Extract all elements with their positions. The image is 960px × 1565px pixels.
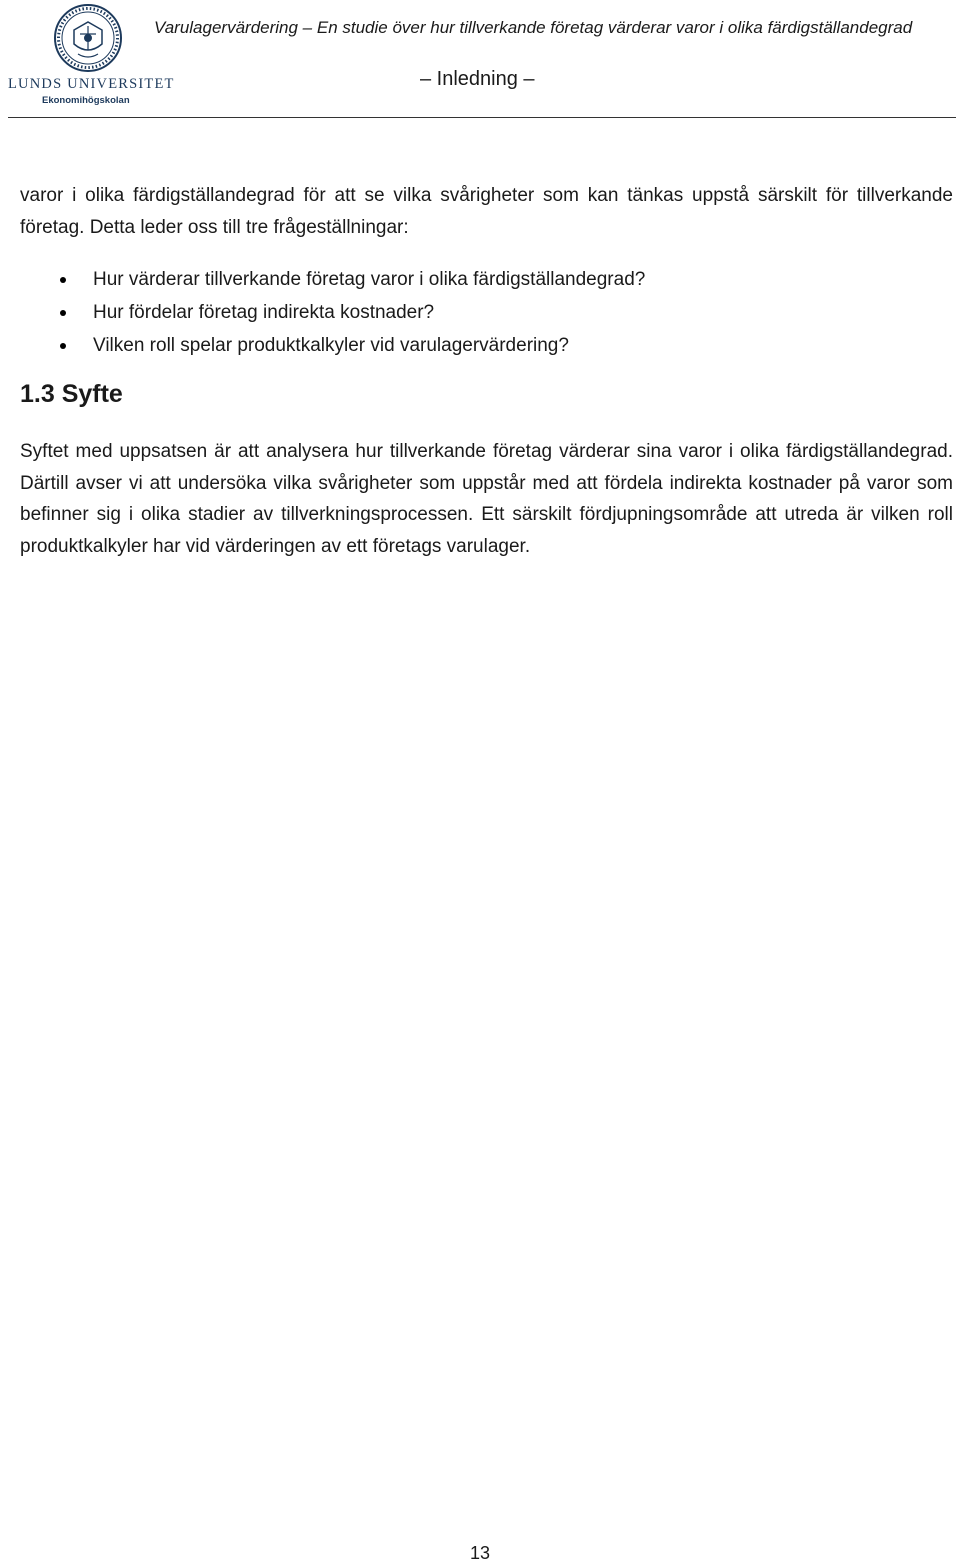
- chapter-title: – Inledning –: [420, 68, 535, 90]
- bullet-icon: [60, 277, 66, 283]
- purpose-paragraph: Syftet med uppsatsen är att analysera hur tillverkande företag värderar sina varor i olika färdigställandegrad. Därtill avser vi att undersöka vilka svårigheter som uppstår med att fördela indirekta kostnader på varor som befinner sig i olika stadier av tillverkningsprocessen. Ett särskilt fördjupningsområde att utreda är vilken roll produktkalkyler har vid värderingen av ett företags varulager.: [20, 441, 953, 557]
- university-logo: [8, 4, 175, 106]
- bullet-icon: [60, 310, 66, 316]
- page-content: [20, 180, 953, 563]
- section-heading: 1.3 Syfte: [20, 380, 123, 409]
- page-number: 13: [469, 1543, 491, 1563]
- school-name: Ekonomihögskolan: [42, 95, 130, 106]
- list-item: [20, 329, 953, 362]
- university-seal-icon: [8, 4, 168, 76]
- university-name: LUNDS UNIVERSITET: [8, 76, 175, 92]
- list-item: [20, 263, 953, 296]
- list-item: [20, 296, 953, 329]
- question-text: Hur värderar tillverkande företag varor i olika färdigställandegrad?: [93, 269, 646, 291]
- running-title: Varulagervärdering – En studie över hur tillverkande företag värderar varor i olika färdigställandegrad: [154, 18, 913, 37]
- bullet-icon: [60, 343, 66, 349]
- question-text: Vilken roll spelar produktkalkyler vid varulagervärdering?: [93, 335, 569, 357]
- header-divider: [8, 117, 956, 118]
- intro-paragraph: varor i olika färdigställandegrad för att se vilka svårigheter som kan tänkas uppstå särskilt för tillverkande företag. Detta leder oss till tre frågeställningar:: [20, 185, 953, 238]
- page-header: [0, 0, 960, 120]
- question-text: Hur fördelar företag indirekta kostnader?: [93, 302, 435, 324]
- question-list: [20, 263, 953, 362]
